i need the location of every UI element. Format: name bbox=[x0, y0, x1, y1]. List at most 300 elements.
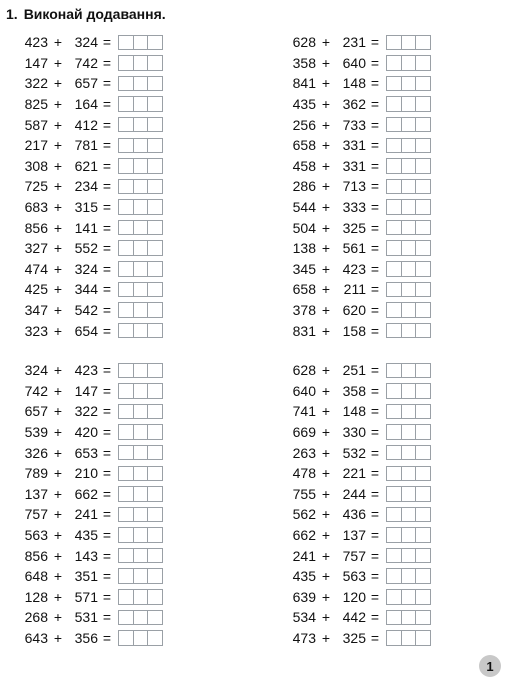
equals-sign: = bbox=[370, 322, 380, 339]
answer-box-tens[interactable] bbox=[133, 55, 148, 71]
equals-sign: = bbox=[370, 199, 380, 216]
answer-box-units[interactable] bbox=[415, 424, 431, 440]
answer-box-units[interactable] bbox=[147, 76, 163, 92]
answer-box-hundreds[interactable] bbox=[386, 35, 401, 51]
answer-box-units[interactable] bbox=[147, 179, 163, 195]
problem-row bbox=[4, 607, 163, 628]
expression bbox=[4, 486, 98, 502]
first-addend: 504 bbox=[292, 219, 316, 236]
problem-row bbox=[272, 176, 431, 197]
answer-box-units[interactable] bbox=[415, 302, 431, 318]
answer-box-units[interactable] bbox=[415, 35, 431, 51]
problem-row bbox=[272, 607, 431, 628]
plus-sign: + bbox=[53, 157, 63, 174]
problem-row bbox=[4, 587, 163, 608]
answer-box-tens[interactable] bbox=[401, 76, 416, 92]
first-addend: 534 bbox=[292, 609, 316, 626]
problem-row bbox=[4, 217, 163, 238]
answer-box-tens[interactable] bbox=[133, 220, 148, 236]
answer-box-hundreds[interactable] bbox=[118, 507, 133, 523]
answer-box-tens[interactable] bbox=[401, 507, 416, 523]
equals-sign: = bbox=[370, 75, 380, 92]
answer-box-units[interactable] bbox=[147, 282, 163, 298]
equals-sign: = bbox=[370, 96, 380, 113]
answer-boxes bbox=[386, 158, 431, 174]
problem-row bbox=[272, 32, 431, 53]
answer-box-hundreds[interactable] bbox=[118, 323, 133, 339]
answer-box-units[interactable] bbox=[147, 240, 163, 256]
problem-row bbox=[272, 484, 431, 505]
answer-box-hundreds[interactable] bbox=[118, 548, 133, 564]
answer-box-tens[interactable] bbox=[133, 158, 148, 174]
answer-box-hundreds[interactable] bbox=[118, 527, 133, 543]
answer-box-units[interactable] bbox=[147, 199, 163, 215]
answer-boxes bbox=[386, 466, 431, 482]
second-addend: 781 bbox=[74, 137, 98, 154]
expression bbox=[272, 383, 366, 399]
answer-box-hundreds[interactable] bbox=[118, 282, 133, 298]
answer-box-units[interactable] bbox=[147, 117, 163, 133]
answer-box-tens[interactable] bbox=[401, 138, 416, 154]
answer-box-units[interactable] bbox=[415, 261, 431, 277]
equals-sign: = bbox=[370, 424, 380, 441]
problem-row bbox=[272, 587, 431, 608]
answer-box-tens[interactable] bbox=[133, 466, 148, 482]
answer-box-hundreds[interactable] bbox=[118, 404, 133, 420]
answer-box-units[interactable] bbox=[147, 383, 163, 399]
answer-box-hundreds[interactable] bbox=[118, 158, 133, 174]
answer-box-tens[interactable] bbox=[133, 138, 148, 154]
plus-sign: + bbox=[321, 424, 331, 441]
plus-sign: + bbox=[53, 382, 63, 399]
answer-box-hundreds[interactable] bbox=[118, 424, 133, 440]
problem-row bbox=[272, 259, 431, 280]
plus-sign: + bbox=[321, 96, 331, 113]
answer-box-tens[interactable] bbox=[401, 527, 416, 543]
second-addend: 231 bbox=[342, 34, 366, 51]
answer-box-tens[interactable] bbox=[401, 589, 416, 605]
answer-box-tens[interactable] bbox=[401, 548, 416, 564]
answer-box-hundreds[interactable] bbox=[386, 610, 401, 626]
plus-sign: + bbox=[53, 281, 63, 298]
answer-box-tens[interactable] bbox=[401, 363, 416, 379]
answer-box-units[interactable] bbox=[415, 323, 431, 339]
problem-row bbox=[272, 217, 431, 238]
answer-box-hundreds[interactable] bbox=[386, 76, 401, 92]
answer-box-tens[interactable] bbox=[133, 445, 148, 461]
problem-row bbox=[272, 94, 431, 115]
answer-boxes bbox=[118, 138, 163, 154]
task-title bbox=[6, 6, 166, 22]
first-addend: 628 bbox=[292, 34, 316, 51]
second-addend: 325 bbox=[342, 630, 366, 647]
answer-boxes bbox=[118, 404, 163, 420]
first-addend: 825 bbox=[24, 96, 48, 113]
expression bbox=[272, 568, 366, 584]
equals-sign: = bbox=[370, 302, 380, 319]
first-addend: 474 bbox=[24, 260, 48, 277]
answer-box-hundreds[interactable] bbox=[118, 445, 133, 461]
second-addend: 331 bbox=[342, 157, 366, 174]
answer-box-units[interactable] bbox=[415, 363, 431, 379]
equals-sign: = bbox=[102, 260, 112, 277]
second-addend: 358 bbox=[342, 382, 366, 399]
answer-box-hundreds[interactable] bbox=[118, 199, 133, 215]
problem-row bbox=[4, 628, 163, 649]
second-addend: 362 bbox=[342, 96, 366, 113]
answer-boxes bbox=[118, 630, 163, 646]
answer-box-hundreds[interactable] bbox=[386, 548, 401, 564]
answer-box-tens[interactable] bbox=[133, 589, 148, 605]
answer-box-units[interactable] bbox=[147, 610, 163, 626]
first-addend: 658 bbox=[292, 281, 316, 298]
expression bbox=[4, 403, 98, 419]
answer-boxes bbox=[386, 610, 431, 626]
first-addend: 563 bbox=[24, 527, 48, 544]
answer-box-units[interactable] bbox=[415, 282, 431, 298]
answer-box-units[interactable] bbox=[147, 424, 163, 440]
answer-box-tens[interactable] bbox=[133, 76, 148, 92]
first-addend: 147 bbox=[24, 54, 48, 71]
equals-sign: = bbox=[370, 260, 380, 277]
problem-row bbox=[4, 279, 163, 300]
answer-box-tens[interactable] bbox=[133, 424, 148, 440]
problems-block-bottom-right bbox=[272, 360, 431, 648]
answer-box-hundreds[interactable] bbox=[386, 383, 401, 399]
expression bbox=[4, 609, 98, 625]
answer-box-tens[interactable] bbox=[401, 220, 416, 236]
answer-boxes bbox=[386, 220, 431, 236]
problem-row bbox=[4, 259, 163, 280]
answer-box-units[interactable] bbox=[147, 589, 163, 605]
answer-box-hundreds[interactable] bbox=[118, 630, 133, 646]
answer-box-tens[interactable] bbox=[401, 117, 416, 133]
answer-box-hundreds[interactable] bbox=[386, 158, 401, 174]
answer-box-units[interactable] bbox=[147, 35, 163, 51]
answer-box-tens[interactable] bbox=[133, 610, 148, 626]
equals-sign: = bbox=[102, 157, 112, 174]
answer-box-units[interactable] bbox=[415, 179, 431, 195]
answer-box-tens[interactable] bbox=[401, 404, 416, 420]
problem-row bbox=[4, 381, 163, 402]
answer-box-units[interactable] bbox=[147, 486, 163, 502]
answer-box-hundreds[interactable] bbox=[386, 96, 401, 112]
answer-box-units[interactable] bbox=[147, 138, 163, 154]
answer-box-tens[interactable] bbox=[133, 507, 148, 523]
answer-box-units[interactable] bbox=[147, 466, 163, 482]
problem-row bbox=[4, 135, 163, 156]
plus-sign: + bbox=[53, 75, 63, 92]
problem-row bbox=[272, 156, 431, 177]
answer-box-tens[interactable] bbox=[133, 261, 148, 277]
plus-sign: + bbox=[321, 444, 331, 461]
answer-box-hundreds[interactable] bbox=[118, 138, 133, 154]
first-addend: 286 bbox=[292, 178, 316, 195]
first-addend: 256 bbox=[292, 116, 316, 133]
answer-box-units[interactable] bbox=[415, 240, 431, 256]
plus-sign: + bbox=[321, 403, 331, 420]
answer-box-units[interactable] bbox=[147, 323, 163, 339]
expression bbox=[4, 383, 98, 399]
expression bbox=[4, 96, 98, 112]
answer-box-hundreds[interactable] bbox=[386, 240, 401, 256]
first-addend: 648 bbox=[24, 568, 48, 585]
answer-box-hundreds[interactable] bbox=[386, 589, 401, 605]
task-number: 1. bbox=[6, 6, 18, 22]
answer-box-hundreds[interactable] bbox=[386, 138, 401, 154]
answer-box-tens[interactable] bbox=[133, 404, 148, 420]
answer-box-units[interactable] bbox=[415, 199, 431, 215]
answer-box-hundreds[interactable] bbox=[118, 117, 133, 133]
answer-box-tens[interactable] bbox=[401, 610, 416, 626]
answer-boxes bbox=[118, 527, 163, 543]
answer-box-hundreds[interactable] bbox=[118, 568, 133, 584]
problem-row bbox=[272, 628, 431, 649]
answer-box-tens[interactable] bbox=[401, 158, 416, 174]
answer-box-tens[interactable] bbox=[401, 55, 416, 71]
plus-sign: + bbox=[321, 199, 331, 216]
answer-box-hundreds[interactable] bbox=[118, 76, 133, 92]
equals-sign: = bbox=[102, 403, 112, 420]
answer-box-units[interactable] bbox=[147, 527, 163, 543]
answer-box-units[interactable] bbox=[415, 445, 431, 461]
answer-box-hundreds[interactable] bbox=[386, 445, 401, 461]
answer-box-units[interactable] bbox=[415, 589, 431, 605]
equals-sign: = bbox=[370, 219, 380, 236]
answer-box-hundreds[interactable] bbox=[386, 199, 401, 215]
equals-sign: = bbox=[102, 137, 112, 154]
answer-box-hundreds[interactable] bbox=[386, 302, 401, 318]
answer-box-units[interactable] bbox=[415, 548, 431, 564]
second-addend: 221 bbox=[342, 465, 366, 482]
equals-sign: = bbox=[102, 547, 112, 564]
answer-box-tens[interactable] bbox=[133, 363, 148, 379]
answer-box-tens[interactable] bbox=[133, 548, 148, 564]
answer-box-hundreds[interactable] bbox=[386, 568, 401, 584]
answer-box-tens[interactable] bbox=[133, 282, 148, 298]
answer-box-tens[interactable] bbox=[401, 424, 416, 440]
answer-boxes bbox=[118, 302, 163, 318]
answer-box-hundreds[interactable] bbox=[386, 424, 401, 440]
answer-box-tens[interactable] bbox=[133, 240, 148, 256]
answer-box-tens[interactable] bbox=[401, 96, 416, 112]
answer-box-tens[interactable] bbox=[401, 179, 416, 195]
answer-boxes bbox=[386, 630, 431, 646]
answer-box-tens[interactable] bbox=[401, 199, 416, 215]
answer-box-tens[interactable] bbox=[401, 302, 416, 318]
answer-boxes bbox=[386, 568, 431, 584]
answer-box-tens[interactable] bbox=[401, 486, 416, 502]
problem-row bbox=[4, 504, 163, 525]
first-addend: 423 bbox=[24, 34, 48, 51]
answer-box-tens[interactable] bbox=[401, 630, 416, 646]
answer-box-units[interactable] bbox=[415, 96, 431, 112]
first-addend: 345 bbox=[292, 260, 316, 277]
answer-box-tens[interactable] bbox=[133, 199, 148, 215]
answer-box-tens[interactable] bbox=[133, 96, 148, 112]
answer-box-tens[interactable] bbox=[133, 302, 148, 318]
answer-box-hundreds[interactable] bbox=[386, 55, 401, 71]
second-addend: 733 bbox=[342, 116, 366, 133]
answer-box-tens[interactable] bbox=[401, 383, 416, 399]
answer-box-units[interactable] bbox=[415, 76, 431, 92]
plus-sign: + bbox=[321, 630, 331, 647]
answer-box-tens[interactable] bbox=[401, 261, 416, 277]
answer-box-hundreds[interactable] bbox=[386, 466, 401, 482]
answer-box-units[interactable] bbox=[147, 404, 163, 420]
answer-box-tens[interactable] bbox=[133, 179, 148, 195]
answer-box-tens[interactable] bbox=[401, 568, 416, 584]
answer-box-units[interactable] bbox=[415, 610, 431, 626]
answer-box-hundreds[interactable] bbox=[386, 486, 401, 502]
answer-box-hundreds[interactable] bbox=[386, 363, 401, 379]
expression bbox=[4, 117, 98, 133]
answer-box-units[interactable] bbox=[147, 445, 163, 461]
first-addend: 856 bbox=[24, 219, 48, 236]
answer-box-hundreds[interactable] bbox=[118, 610, 133, 626]
answer-box-hundreds[interactable] bbox=[386, 404, 401, 420]
answer-box-hundreds[interactable] bbox=[386, 282, 401, 298]
answer-box-hundreds[interactable] bbox=[118, 363, 133, 379]
answer-box-units[interactable] bbox=[415, 383, 431, 399]
problem-row bbox=[272, 525, 431, 546]
answer-box-tens[interactable] bbox=[401, 282, 416, 298]
answer-box-units[interactable] bbox=[147, 55, 163, 71]
answer-box-hundreds[interactable] bbox=[118, 35, 133, 51]
answer-box-tens[interactable] bbox=[401, 323, 416, 339]
answer-box-units[interactable] bbox=[415, 507, 431, 523]
second-addend: 435 bbox=[74, 527, 98, 544]
second-addend: 412 bbox=[74, 116, 98, 133]
second-addend: 420 bbox=[74, 424, 98, 441]
answer-box-hundreds[interactable] bbox=[118, 179, 133, 195]
answer-box-tens[interactable] bbox=[133, 35, 148, 51]
problem-row bbox=[4, 525, 163, 546]
answer-boxes bbox=[118, 466, 163, 482]
answer-box-units[interactable] bbox=[147, 261, 163, 277]
problem-row bbox=[4, 566, 163, 587]
answer-box-units[interactable] bbox=[147, 158, 163, 174]
answer-box-units[interactable] bbox=[147, 630, 163, 646]
expression bbox=[272, 34, 366, 50]
answer-box-units[interactable] bbox=[415, 527, 431, 543]
answer-box-hundreds[interactable] bbox=[118, 383, 133, 399]
answer-box-units[interactable] bbox=[415, 117, 431, 133]
first-addend: 657 bbox=[24, 403, 48, 420]
answer-box-hundreds[interactable] bbox=[386, 179, 401, 195]
answer-box-hundreds[interactable] bbox=[118, 96, 133, 112]
answer-box-tens[interactable] bbox=[133, 383, 148, 399]
first-addend: 263 bbox=[292, 444, 316, 461]
equals-sign: = bbox=[102, 424, 112, 441]
answer-box-units[interactable] bbox=[147, 363, 163, 379]
answer-box-units[interactable] bbox=[147, 220, 163, 236]
answer-box-tens[interactable] bbox=[133, 568, 148, 584]
answer-box-units[interactable] bbox=[415, 158, 431, 174]
answer-box-hundreds[interactable] bbox=[118, 466, 133, 482]
answer-box-units[interactable] bbox=[147, 302, 163, 318]
answer-box-units[interactable] bbox=[415, 55, 431, 71]
problem-row bbox=[272, 135, 431, 156]
answer-box-units[interactable] bbox=[415, 220, 431, 236]
first-addend: 458 bbox=[292, 157, 316, 174]
answer-boxes bbox=[118, 220, 163, 236]
expression bbox=[4, 281, 98, 297]
answer-box-hundreds[interactable] bbox=[386, 323, 401, 339]
answer-box-units[interactable] bbox=[415, 568, 431, 584]
answer-box-tens[interactable] bbox=[133, 486, 148, 502]
second-addend: 143 bbox=[74, 547, 98, 564]
answer-box-tens[interactable] bbox=[133, 527, 148, 543]
problems-block-top-left bbox=[4, 32, 163, 341]
equals-sign: = bbox=[102, 568, 112, 585]
answer-box-hundreds[interactable] bbox=[386, 117, 401, 133]
second-addend: 561 bbox=[342, 240, 366, 257]
answer-box-units[interactable] bbox=[415, 630, 431, 646]
answer-box-hundreds[interactable] bbox=[386, 507, 401, 523]
answer-box-units[interactable] bbox=[415, 404, 431, 420]
answer-box-hundreds[interactable] bbox=[118, 261, 133, 277]
answer-box-units[interactable] bbox=[415, 138, 431, 154]
answer-box-units[interactable] bbox=[147, 548, 163, 564]
answer-box-hundreds[interactable] bbox=[386, 220, 401, 236]
first-addend: 322 bbox=[24, 75, 48, 92]
answer-box-hundreds[interactable] bbox=[118, 220, 133, 236]
answer-box-hundreds[interactable] bbox=[118, 55, 133, 71]
answer-box-tens[interactable] bbox=[133, 323, 148, 339]
first-addend: 435 bbox=[292, 96, 316, 113]
answer-box-hundreds[interactable] bbox=[118, 486, 133, 502]
second-addend: 620 bbox=[342, 302, 366, 319]
problem-row bbox=[272, 463, 431, 484]
expression bbox=[4, 220, 98, 236]
problem-row bbox=[4, 300, 163, 321]
equals-sign: = bbox=[370, 54, 380, 71]
first-addend: 831 bbox=[292, 322, 316, 339]
answer-box-tens[interactable] bbox=[401, 35, 416, 51]
answer-box-tens[interactable] bbox=[133, 117, 148, 133]
answer-box-units[interactable] bbox=[415, 486, 431, 502]
answer-boxes bbox=[118, 445, 163, 461]
answer-box-tens[interactable] bbox=[133, 630, 148, 646]
answer-box-tens[interactable] bbox=[401, 466, 416, 482]
equals-sign: = bbox=[102, 199, 112, 216]
answer-boxes bbox=[118, 76, 163, 92]
answer-box-tens[interactable] bbox=[401, 240, 416, 256]
answer-box-hundreds[interactable] bbox=[386, 527, 401, 543]
equals-sign: = bbox=[102, 527, 112, 544]
problem-row bbox=[4, 53, 163, 74]
answer-box-units[interactable] bbox=[147, 568, 163, 584]
answer-box-units[interactable] bbox=[147, 96, 163, 112]
answer-box-hundreds[interactable] bbox=[118, 240, 133, 256]
plus-sign: + bbox=[321, 116, 331, 133]
second-addend: 330 bbox=[342, 424, 366, 441]
second-addend: 141 bbox=[74, 219, 98, 236]
answer-box-hundreds[interactable] bbox=[118, 589, 133, 605]
second-addend: 147 bbox=[74, 382, 98, 399]
answer-box-units[interactable] bbox=[147, 507, 163, 523]
plus-sign: + bbox=[321, 322, 331, 339]
answer-box-tens[interactable] bbox=[401, 445, 416, 461]
answer-box-hundreds[interactable] bbox=[118, 302, 133, 318]
plus-sign: + bbox=[321, 137, 331, 154]
answer-box-hundreds[interactable] bbox=[386, 261, 401, 277]
answer-box-units[interactable] bbox=[415, 466, 431, 482]
answer-box-hundreds[interactable] bbox=[386, 630, 401, 646]
first-addend: 683 bbox=[24, 199, 48, 216]
second-addend: 653 bbox=[74, 444, 98, 461]
